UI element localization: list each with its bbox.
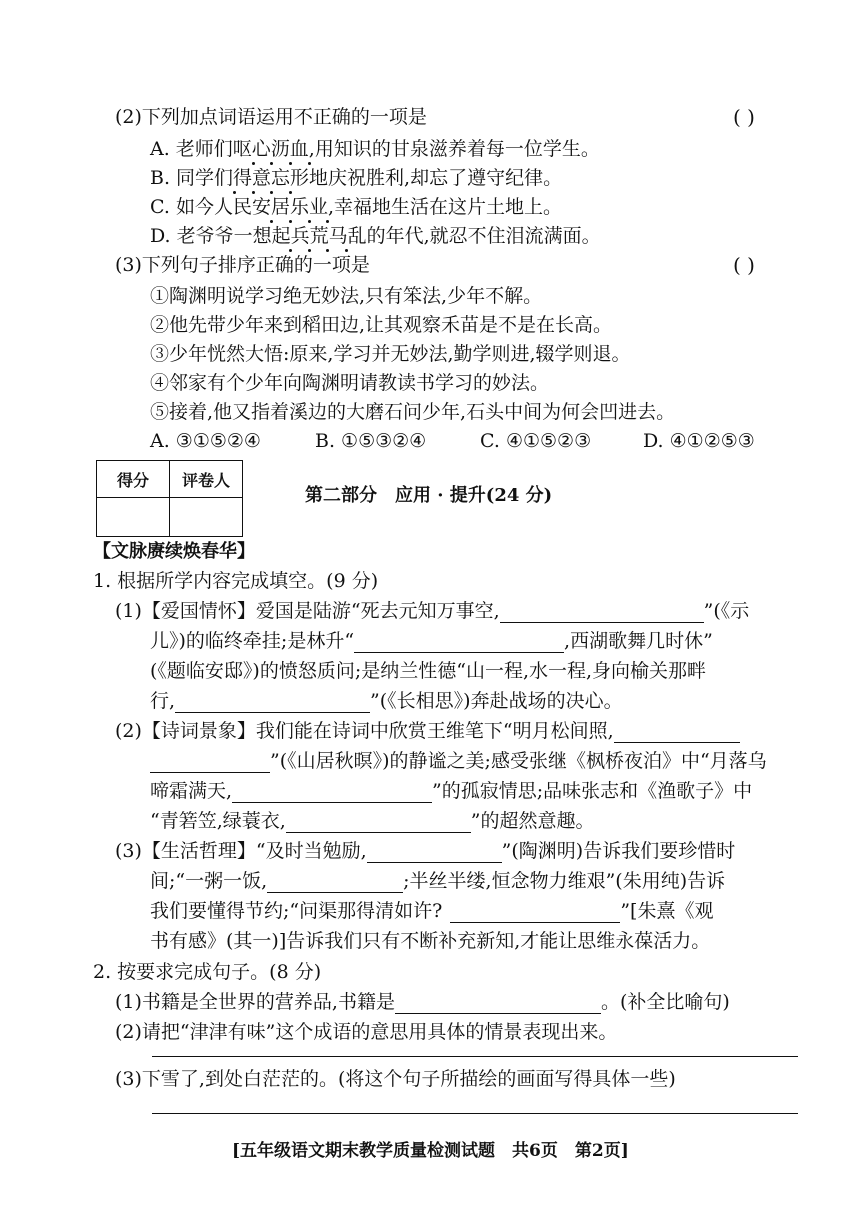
- q2-option-b: B. 同学们得意忘形地庆祝胜利,却忘了遵守纪律。: [150, 167, 563, 189]
- blank-input[interactable]: [267, 872, 403, 893]
- part-two-title: 第二部分 应用 · 提升(24 分): [305, 485, 553, 506]
- blank-input[interactable]: [175, 692, 370, 713]
- emphasis-dot: [345, 249, 348, 252]
- blank-input[interactable]: [286, 812, 471, 833]
- emphasis-dot: [233, 191, 236, 194]
- page-footer: [五年级语文期末教学质量检测试题 共6页 第2页]: [232, 1141, 629, 1161]
- q3-choice-d: D. ④①②⑤③: [643, 430, 755, 452]
- q3-sentence-1: ①陶渊明说学习绝无妙法,只有笨法,少年不解。: [150, 285, 543, 307]
- sentence-item-1: (1)书籍是全世界的营养品,书籍是 。(补全比喻句): [115, 991, 730, 1013]
- q3-sentence-5: ⑤接着,他又指着溪边的大磨石问少年,石头中间为何会凹进去。: [150, 401, 676, 423]
- emphasis-dot: [252, 162, 255, 165]
- emphasis-dot: [308, 249, 311, 252]
- sentence-item-3: (3)下雪了,到处白茫茫的。(将这个句子所描绘的画面写得具体一些): [115, 1068, 676, 1090]
- fill-p2-line4: “青箬笠,绿蓑衣, ”的超然意趣。: [150, 810, 595, 832]
- blank-input[interactable]: [150, 752, 270, 773]
- emphasis-dot: [308, 162, 311, 165]
- score-table: [96, 460, 243, 537]
- fill-p3-line4: 书有感》(其一)]告诉我们只有不断补充新知,才能让思维永葆活力。: [150, 930, 711, 952]
- q3-answer-paren[interactable]: ( ): [733, 253, 755, 277]
- emphasis-dot: [289, 162, 292, 165]
- blank-input[interactable]: [367, 842, 502, 863]
- score-header: 得分: [97, 461, 170, 498]
- emphasis-dot: [252, 191, 255, 194]
- emphasis-dot: [326, 249, 329, 252]
- fill-p1-line2: 儿》)的临终牵挂;是林升“ ,西湖歌舞几时休”: [150, 630, 713, 652]
- fill-p3-line3: 我们要懂得节约;“问渠那得清如许? ”[朱熹《观: [150, 900, 714, 922]
- emphasis-dot: [270, 220, 273, 223]
- answer-line[interactable]: [152, 1113, 798, 1114]
- emphasis-dot: [289, 191, 292, 194]
- q2-answer-paren[interactable]: ( ): [733, 105, 755, 129]
- q3-sentence-2: ②他先带少年来到稻田边,让其观察禾苗是不是在长高。: [150, 314, 613, 336]
- sentence-stem: 2. 按要求完成句子。(8 分): [93, 961, 322, 983]
- section-title: 【文脉赓续焕春华】: [93, 541, 255, 562]
- q3-choice-b: B. ①⑤③②④: [315, 430, 427, 452]
- emphasis-dot: [308, 220, 311, 223]
- fill-p2-line1: (2)【诗词景象】我们能在诗词中欣赏王维笔下“明月松间照,: [115, 719, 740, 743]
- fill-p2-line3: 啼霜满天, ”的孤寂情思;品味张志和《渔歌子》中: [150, 780, 753, 802]
- fill-p1-line4: 行, ”(《长相思》)奔赴战场的决心。: [150, 690, 623, 712]
- emphasis-dot: [270, 162, 273, 165]
- grader-cell[interactable]: [170, 498, 243, 537]
- blank-input[interactable]: [354, 632, 564, 653]
- q2-stem: (2)下列加点词语运用不正确的一项是: [115, 106, 427, 128]
- q3-choice-c: C. ④①⑤②③: [480, 430, 592, 452]
- emphasis-dot: [326, 220, 329, 223]
- fill-p1-line1: (1)【爱国情怀】爱国是陆游“死去元知万事空, ”(《示: [115, 600, 750, 622]
- grader-header: 评卷人: [170, 461, 243, 498]
- fill-stem: 1. 根据所学内容完成填空。(9 分): [93, 570, 379, 592]
- blank-input[interactable]: [614, 722, 740, 743]
- emphasis-dot: [289, 249, 292, 252]
- fill-p2-line2: ”(《山居秋暝》)的静谧之美;感受张继《枫桥夜泊》中“月落乌: [150, 749, 767, 773]
- q3-stem: (3)下列句子排序正确的一项是: [115, 254, 370, 276]
- q3-sentence-3: ③少年恍然大悟:原来,学习并无妙法,勤学则进,辍学则退。: [150, 343, 631, 365]
- fill-p3-line1: (3)【生活哲理】“及时当勉励, ”(陶渊明)告诉我们要珍惜时: [115, 840, 736, 862]
- q3-sentence-4: ④邻家有个少年向陶渊明请教读书学习的妙法。: [150, 372, 550, 394]
- fill-p3-line2: 间;“一粥一饭, ;半丝半缕,恒念物力维艰”(朱用纯)告诉: [150, 870, 726, 892]
- emphasis-dot: [270, 191, 273, 194]
- sentence-item-2: (2)请把“津津有味”这个成语的意思用具体的情景表现出来。: [115, 1021, 618, 1043]
- fill-p1-line3: (《题临安邸》)的愤怒质问;是纳兰性德“山一程,水一程,身向榆关那畔: [150, 660, 707, 682]
- q2-option-d: D. 老爷爷一想起兵荒马乱的年代,就忍不住泪流满面。: [150, 225, 601, 247]
- emphasis-dot: [289, 220, 292, 223]
- answer-line[interactable]: [152, 1056, 798, 1057]
- blank-input[interactable]: [450, 902, 620, 923]
- blank-input[interactable]: [395, 993, 601, 1014]
- q3-choice-a: A. ③①⑤②④: [150, 430, 261, 452]
- score-cell[interactable]: [97, 498, 170, 537]
- q2-option-c: C. 如今人民安居乐业,幸福地生活在这片土地上。: [150, 196, 562, 218]
- blank-input[interactable]: [500, 602, 704, 623]
- q2-option-a: A. 老师们呕心沥血,用知识的甘泉滋养着每一位学生。: [150, 138, 600, 160]
- blank-input[interactable]: [232, 782, 432, 803]
